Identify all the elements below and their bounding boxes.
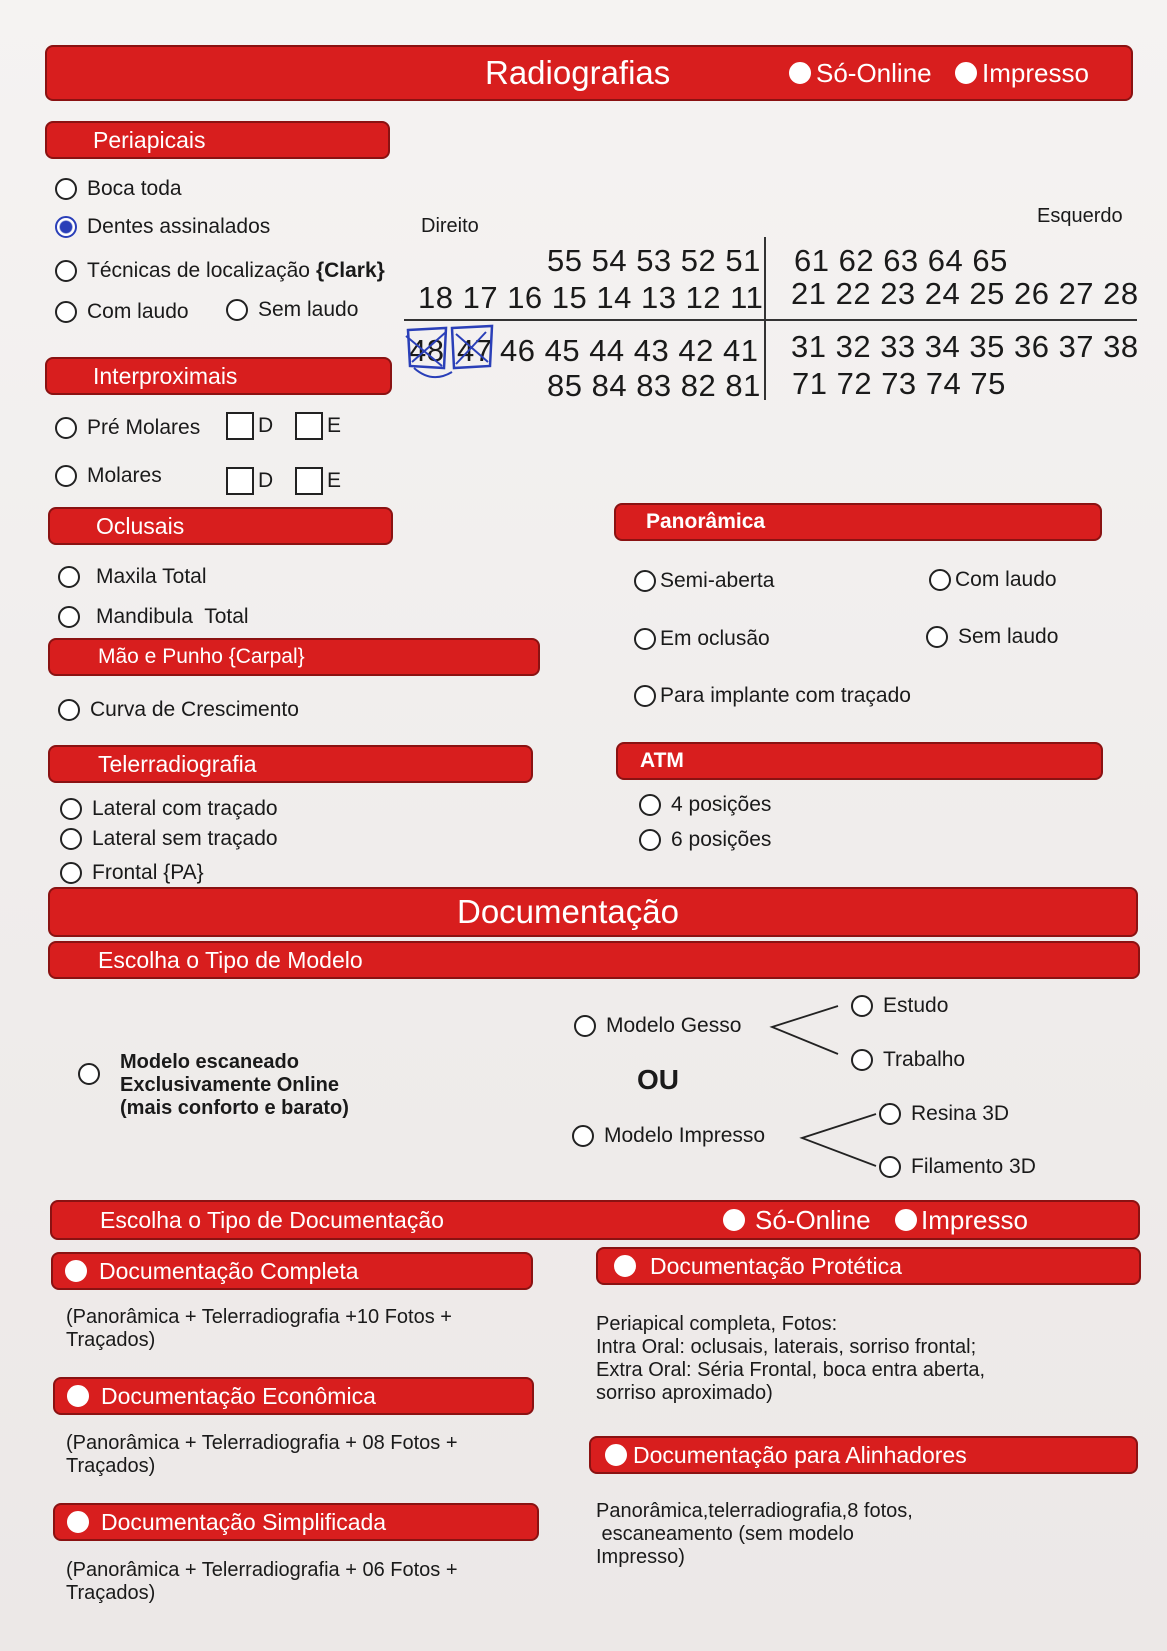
hand-marked-teeth-scribble (402, 322, 498, 384)
radiografias-header (45, 45, 1133, 101)
doc-completa-desc (66, 1306, 452, 1352)
mandibula-total-label: Mandibula Total (96, 605, 249, 628)
option-com-laudo-periapical[interactable] (55, 300, 189, 324)
frontal-pa-label: Frontal {PA} (92, 861, 204, 884)
doc-alinhadores-desc-line1: Panorâmica,telerradiografia,8 fotos, (596, 1500, 913, 1522)
semi-aberta-label: Semi-aberta (660, 569, 775, 592)
sem-laudo-panoramica-label: Sem laudo (958, 625, 1059, 648)
option-tecnicas[interactable] (55, 259, 385, 283)
option-frontal-pa[interactable] (60, 861, 204, 885)
option-mandibula-total[interactable] (58, 605, 249, 629)
doc-economica-title: Documentação Econômica (101, 1382, 376, 1409)
tipo-documentacao-header (50, 1200, 1140, 1240)
modelo-escaneado-radio[interactable] (78, 1063, 100, 1085)
documentacao-header (48, 887, 1138, 937)
implante-tracado-radio[interactable] (634, 685, 656, 707)
odontogram-vertical-divider (764, 237, 766, 400)
option-implante-tracado[interactable] (634, 684, 911, 708)
option-filamento-3d[interactable] (879, 1155, 1036, 1179)
tipo-so-online-option[interactable] (723, 1205, 871, 1236)
pre-molares-radio[interactable] (55, 417, 77, 439)
lateral-com-tracado-label: Lateral com traçado (92, 797, 278, 820)
doc-protetica-desc-line3: Extra Oral: Séria Frontal, boca entra aberta, (596, 1359, 986, 1381)
lower-right-quadrant-deciduous[interactable]: 85 84 83 82 81 (547, 368, 761, 403)
doc-simplificada-bar[interactable] (53, 1503, 539, 1541)
molares-label: Molares (87, 464, 162, 487)
4-posicoes-radio[interactable] (639, 794, 661, 816)
doc-protetica-title: Documentação Protética (650, 1252, 902, 1279)
radiografias-so-online-option[interactable] (789, 58, 932, 89)
com-laudo-periapical-radio[interactable] (55, 301, 77, 323)
com-laudo-periapical-label: Com laudo (87, 300, 189, 323)
option-modelo-escaneado[interactable] (78, 1063, 100, 1085)
option-estudo[interactable] (851, 994, 948, 1018)
oclusais-header (48, 507, 393, 545)
modelo-escaneado-line3: (mais conforto e barato) (120, 1097, 349, 1119)
modelo-escaneado-text (120, 1051, 349, 1120)
upper-left-quadrant-permanent[interactable]: 21 22 23 24 25 26 27 28 (791, 276, 1139, 311)
doc-completa-bar[interactable] (51, 1252, 533, 1290)
maxila-total-radio[interactable] (58, 566, 80, 588)
trabalho-radio[interactable] (851, 1049, 873, 1071)
molares-d-check[interactable] (226, 467, 273, 495)
molares-e-check[interactable] (295, 467, 341, 495)
telerradiografia-title: Telerradiografia (98, 750, 257, 777)
molares-e-label: E (327, 469, 342, 492)
periapicais-title: Periapicais (93, 126, 206, 153)
panoramica-header (614, 503, 1102, 541)
doc-alinhadores-desc-line3: Impresso) (596, 1546, 685, 1568)
filamento-3d-radio[interactable] (879, 1156, 901, 1178)
option-em-oclusao[interactable] (634, 627, 770, 651)
mandibula-total-radio[interactable] (58, 606, 80, 628)
6-posicoes-label: 6 posições (671, 828, 772, 851)
gesso-branch-lines (768, 1000, 844, 1060)
option-sem-laudo-panoramica[interactable] (926, 625, 1058, 649)
lower-right-quadrant-permanent[interactable]: 46 45 44 43 42 41 (500, 333, 759, 368)
doc-simplificada-desc-line1: (Panorâmica + Telerradiografia + 06 Fotos + (66, 1559, 458, 1581)
dentes-assinalados-radio[interactable] (55, 216, 77, 238)
lower-left-quadrant-deciduous[interactable]: 71 72 73 74 75 (792, 366, 1006, 401)
modelo-gesso-radio[interactable] (574, 1015, 596, 1037)
pre-molares-e-box[interactable] (295, 412, 323, 440)
modelo-header (48, 941, 1140, 979)
resina-3d-radio[interactable] (879, 1103, 901, 1125)
doc-alinhadores-title: Documentação para Alinhadores (633, 1441, 967, 1468)
doc-protetica-radio[interactable] (614, 1255, 636, 1277)
tipo-documentacao-title: Escolha o Tipo de Documentação (100, 1206, 444, 1233)
panoramica-title: Panorâmica (646, 510, 766, 533)
com-laudo-panoramica-label: Com laudo (955, 568, 1057, 591)
pre-molares-d-check[interactable] (226, 412, 273, 440)
sem-laudo-periapical-label: Sem laudo (258, 298, 359, 321)
so-online-radio[interactable] (789, 62, 811, 84)
doc-completa-radio[interactable] (65, 1260, 87, 1282)
impresso-label: Impresso (982, 57, 1089, 88)
estudo-label: Estudo (883, 994, 949, 1017)
option-boca-toda[interactable] (55, 177, 182, 201)
upper-right-quadrant-permanent[interactable]: 18 17 16 15 14 13 12 11 (418, 280, 764, 315)
documentacao-title: Documentação (457, 893, 679, 930)
boca-toda-label: Boca toda (87, 177, 182, 200)
doc-completa-desc-line2: Traçados) (66, 1329, 156, 1351)
upper-right-quadrant-deciduous[interactable]: 55 54 53 52 51 (547, 243, 761, 278)
em-oclusao-label: Em oclusão (660, 627, 770, 650)
boca-toda-radio[interactable] (55, 178, 77, 200)
doc-completa-desc-line1: (Panorâmica + Telerradiografia +10 Fotos + (66, 1306, 452, 1328)
lateral-sem-tracado-radio[interactable] (60, 828, 82, 850)
lateral-com-tracado-radio[interactable] (60, 798, 82, 820)
radiografias-impresso-option[interactable] (955, 58, 1089, 89)
direito-label: Direito (421, 215, 479, 237)
mao-punho-title: Mão e Punho {Carpal} (98, 645, 305, 668)
tooth-47-marked[interactable]: 47 (457, 333, 493, 368)
ou-label: OU (637, 1064, 679, 1095)
sem-laudo-panoramica-radio[interactable] (926, 626, 948, 648)
esquerdo-label: Esquerdo (1037, 205, 1123, 227)
modelo-escaneado-line2: Exclusivamente Online (120, 1074, 339, 1096)
6-posicoes-radio[interactable] (639, 829, 661, 851)
periapicais-header (45, 121, 390, 159)
doc-alinhadores-desc (596, 1500, 913, 1569)
doc-simplificada-title: Documentação Simplificada (101, 1508, 387, 1535)
doc-protetica-desc-line4: sorriso aproximado) (596, 1382, 773, 1404)
telerradiografia-header (48, 745, 533, 783)
sem-laudo-periapical-radio[interactable] (226, 299, 248, 321)
interproximais-title: Interproximais (93, 362, 238, 389)
impresso-radio[interactable] (955, 62, 977, 84)
doc-economica-radio[interactable] (67, 1385, 89, 1407)
tipo-impresso-option[interactable] (895, 1205, 1028, 1236)
maxila-total-label: Maxila Total (96, 565, 207, 588)
option-modelo-impresso[interactable] (572, 1124, 765, 1148)
doc-economica-desc-line1: (Panorâmica + Telerradiografia + 08 Fotos + (66, 1432, 458, 1454)
impresso-branch-lines (798, 1108, 880, 1170)
tecnicas-label: Técnicas de localização (87, 259, 310, 282)
tooth-48-marked[interactable]: 48 (409, 333, 445, 368)
odontogram-horizontal-divider (404, 319, 1137, 321)
frontal-pa-radio[interactable] (60, 862, 82, 884)
doc-protetica-bar[interactable] (596, 1247, 1141, 1285)
radiografias-title: Radiografias (485, 54, 671, 91)
option-com-laudo-panoramica[interactable] (929, 568, 1057, 592)
lateral-sem-tracado-label: Lateral sem traçado (92, 827, 278, 850)
clark-label: {Clark} (315, 259, 385, 282)
doc-simplificada-radio[interactable] (67, 1511, 89, 1533)
doc-economica-desc-line2: Traçados) (66, 1455, 156, 1477)
option-lateral-sem-tracado[interactable] (60, 827, 278, 851)
estudo-radio[interactable] (851, 995, 873, 1017)
pre-molares-d-label: D (258, 414, 274, 437)
modelo-impresso-label: Modelo Impresso (604, 1124, 766, 1147)
trabalho-label: Trabalho (883, 1048, 966, 1071)
doc-economica-desc (66, 1432, 458, 1478)
com-laudo-panoramica-radio[interactable] (929, 569, 951, 591)
modelo-impresso-radio[interactable] (572, 1125, 594, 1147)
option-trabalho[interactable] (851, 1048, 965, 1072)
modelo-escaneado-line1: Modelo escaneado (120, 1051, 299, 1073)
option-sem-laudo-periapical[interactable] (226, 298, 358, 322)
tecnicas-radio[interactable] (55, 260, 77, 282)
pre-molares-e-label: E (327, 414, 342, 437)
option-6-posicoes[interactable] (639, 828, 771, 852)
option-semi-aberta[interactable] (634, 569, 774, 593)
4-posicoes-label: 4 posições (671, 793, 772, 816)
tipo-impresso-label: Impresso (921, 1204, 1028, 1235)
implante-tracado-label: Para implante com traçado (660, 684, 911, 707)
resina-3d-label: Resina 3D (911, 1102, 1010, 1125)
doc-protetica-desc-line1: Periapical completa, Fotos: (596, 1313, 838, 1335)
em-oclusao-radio[interactable] (634, 628, 656, 650)
doc-alinhadores-bar[interactable] (589, 1436, 1138, 1474)
option-lateral-com-tracado[interactable] (60, 797, 278, 821)
atm-title: ATM (640, 749, 684, 772)
curva-crescimento-radio[interactable] (58, 699, 80, 721)
option-resina-3d[interactable] (879, 1102, 1009, 1126)
lower-left-quadrant-permanent[interactable]: 31 32 33 34 35 36 37 38 (791, 329, 1139, 364)
doc-alinhadores-desc-line2: escaneamento (sem modelo (596, 1523, 854, 1545)
curva-crescimento-label: Curva de Crescimento (90, 698, 299, 721)
doc-simplificada-desc (66, 1559, 458, 1605)
option-4-posicoes[interactable] (639, 793, 771, 817)
interproximais-header (45, 357, 392, 395)
oclusais-title: Oclusais (96, 512, 185, 539)
molares-d-box[interactable] (226, 467, 254, 495)
tipo-so-online-label: Só-Online (755, 1204, 871, 1235)
upper-left-quadrant-deciduous[interactable]: 61 62 63 64 65 (794, 243, 1008, 278)
pre-molares-e-check[interactable] (295, 412, 341, 440)
modelo-gesso-label: Modelo Gesso (606, 1014, 742, 1037)
molares-radio[interactable] (55, 465, 77, 487)
atm-header (616, 742, 1103, 780)
so-online-label: Só-Online (816, 57, 932, 88)
tipo-so-online-radio[interactable] (723, 1209, 745, 1231)
pre-molares-d-box[interactable] (226, 412, 254, 440)
dentes-assinalados-label: Dentes assinalados (87, 215, 271, 238)
doc-protetica-desc (596, 1313, 985, 1405)
molares-e-box[interactable] (295, 467, 323, 495)
doc-completa-title: Documentação Completa (99, 1257, 359, 1284)
option-modelo-gesso[interactable] (574, 1014, 741, 1038)
pre-molares-label: Pré Molares (87, 416, 201, 439)
modelo-title: Escolha o Tipo de Modelo (98, 946, 363, 973)
molares-d-label: D (258, 469, 274, 492)
doc-simplificada-desc-line2: Traçados) (66, 1582, 156, 1604)
option-dentes-assinalados[interactable] (55, 215, 270, 239)
doc-protetica-desc-line2: Intra Oral: oclusais, laterais, sorriso frontal; (596, 1336, 977, 1358)
semi-aberta-radio[interactable] (634, 570, 656, 592)
mao-punho-header (48, 638, 540, 676)
option-maxila-total[interactable] (58, 565, 207, 589)
option-curva-crescimento[interactable] (58, 698, 299, 722)
tipo-impresso-radio[interactable] (895, 1209, 917, 1231)
doc-economica-bar[interactable] (53, 1377, 534, 1415)
option-molares[interactable] (55, 464, 162, 488)
doc-alinhadores-radio[interactable] (605, 1444, 627, 1466)
filamento-3d-label: Filamento 3D (911, 1155, 1036, 1178)
option-pre-molares[interactable] (55, 416, 200, 440)
